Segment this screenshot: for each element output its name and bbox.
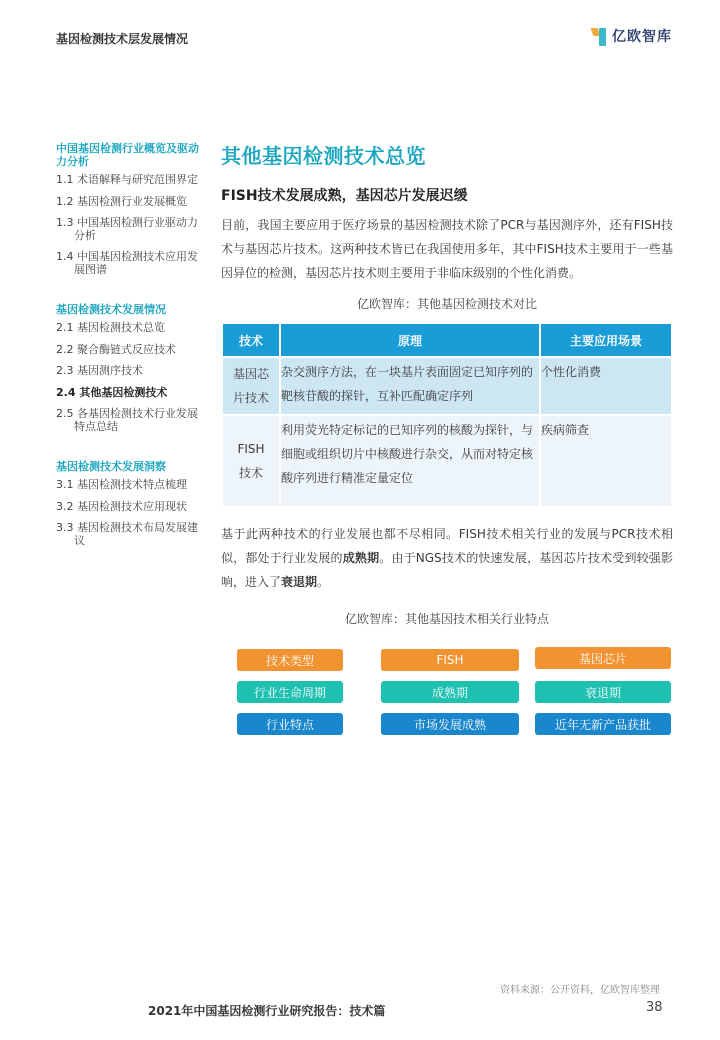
feature-chip-type: 基因芯片 xyxy=(535,647,671,669)
logo-icon xyxy=(592,26,608,46)
feature-fish-lifecycle: 成熟期 xyxy=(381,681,519,703)
sidebar-item-3-1[interactable]: 3.1 基因检测技术特点梳理 xyxy=(56,478,187,491)
source-note: 资料来源：公开资料，亿欧智库整理 xyxy=(500,985,660,996)
table-header-tech: 技术 xyxy=(222,323,280,357)
sidebar-item-1-2[interactable]: 1.2 基因检测行业发展概览 xyxy=(56,194,187,208)
sidebar-nav xyxy=(56,142,206,556)
sidebar-item-3-3[interactable]: 3.3 基因检测技术布局发展建议 xyxy=(56,521,198,547)
feature-chip-characteristic: 近年无新产品获批 xyxy=(535,713,671,735)
intro-paragraph: 目前，我国主要应用于医疗场景的基因检测技术除了PCR与基因测序外，还有FISH技术与基因芯片技术。这两种技术皆已在我国使用多年，其中FISH技术主要用于一些基因异位的检测，基因芯片技术则主要用于非临床级别的个性化消费。 xyxy=(221,218,673,280)
sidebar-item-1-4[interactable]: 1.4 中国基因检测技术应用发展图谱 xyxy=(56,250,198,276)
sidebar-item-1-3[interactable]: 1.3 中国基因检测行业驱动力分析 xyxy=(56,216,198,242)
feature-label-characteristic: 行业特点 xyxy=(237,713,343,735)
sidebar-item-2-1[interactable]: 2.1 基因检测技术总览 xyxy=(56,321,165,334)
header-title: 基因检测技术层发展情况 xyxy=(56,32,189,46)
sidebar-section-2-title[interactable]: 基因检测技术发展情况 xyxy=(56,303,166,316)
table-header-row xyxy=(222,323,672,357)
sidebar-item-2-2[interactable]: 2.2 聚合酶链式反应技术 xyxy=(56,342,176,356)
footer-report-title: 2021年中国基因检测行业研究报告：技术篇 xyxy=(148,1004,386,1018)
sidebar-item-2-3[interactable]: 2.3 基因测序技术 xyxy=(56,364,143,377)
table-header-scene: 主要应用场景 xyxy=(540,323,672,357)
feature-label-lifecycle: 行业生命周期 xyxy=(237,681,343,703)
feature-label-tech-type: 技术类型 xyxy=(237,649,343,671)
table-cell-tech: FISH技术 xyxy=(222,415,280,507)
table-header-principle: 原理 xyxy=(280,323,540,357)
features-grid xyxy=(221,649,673,739)
table-cell-scene: 疾病筛查 xyxy=(540,415,672,507)
table-cell-tech: 基因芯片技术 xyxy=(222,357,280,415)
sidebar-item-3-2[interactable]: 3.2 基因检测技术应用现状 xyxy=(56,499,187,513)
feature-fish-type: FISH xyxy=(381,649,519,671)
feature-chip-lifecycle: 衰退期 xyxy=(535,681,671,703)
page-title: 其他基因检测技术总览 xyxy=(221,144,426,168)
table-cell-principle: 利用荧光特定标记的已知序列的核酸为探针，与细胞或组织切片中核酸进行杂交，从而对特定核酸序列进行精准定量定位 xyxy=(280,415,540,507)
main-content xyxy=(221,140,673,739)
bold-mature: 成熟期 xyxy=(342,551,380,565)
logo xyxy=(592,26,672,46)
table-row xyxy=(222,357,672,415)
feature-fish-characteristic: 市场发展成熟 xyxy=(381,713,519,735)
page-number: 38 xyxy=(646,1000,663,1015)
sidebar-item-1-1[interactable]: 1.1 术语解释与研究范围界定 xyxy=(56,173,198,186)
features-caption: 亿欧智库：其他基因技术相关行业特点 xyxy=(344,612,549,626)
bold-decline: 衰退期 xyxy=(281,575,318,589)
sidebar-item-2-5[interactable]: 2.5 各基因检测技术行业发展特点总结 xyxy=(56,407,198,433)
sidebar-item-2-4-active[interactable]: 2.4 其他基因检测技术 xyxy=(56,385,168,399)
section-subtitle: FISH技术发展成熟，基因芯片发展迟缓 xyxy=(221,188,468,204)
comparison-table xyxy=(221,322,673,508)
sidebar-section-3-title[interactable]: 基因检测技术发展洞察 xyxy=(56,460,166,473)
table-cell-scene: 个性化消费 xyxy=(540,357,672,415)
logo-text: 亿欧智库 xyxy=(612,29,672,45)
sidebar-section-1-title[interactable]: 中国基因检测行业概览及驱动力分析 xyxy=(56,142,199,168)
table-caption: 亿欧智库：其他基因检测技术对比 xyxy=(356,297,537,311)
table-cell-principle: 杂交测序方法，在一块基片表面固定已知序列的靶核苷酸的探针，互补匹配确定序列 xyxy=(280,357,540,415)
analysis-paragraph: 基于此两种技术的行业发展也都不尽相同。FISH技术相关行业的发展与PCR技术相似，都处于行业发展的成熟期。由于NGS技术的快速发展，基因芯片技术受到较强影响，进入了衰退期。 xyxy=(221,527,673,589)
table-row xyxy=(222,415,672,507)
